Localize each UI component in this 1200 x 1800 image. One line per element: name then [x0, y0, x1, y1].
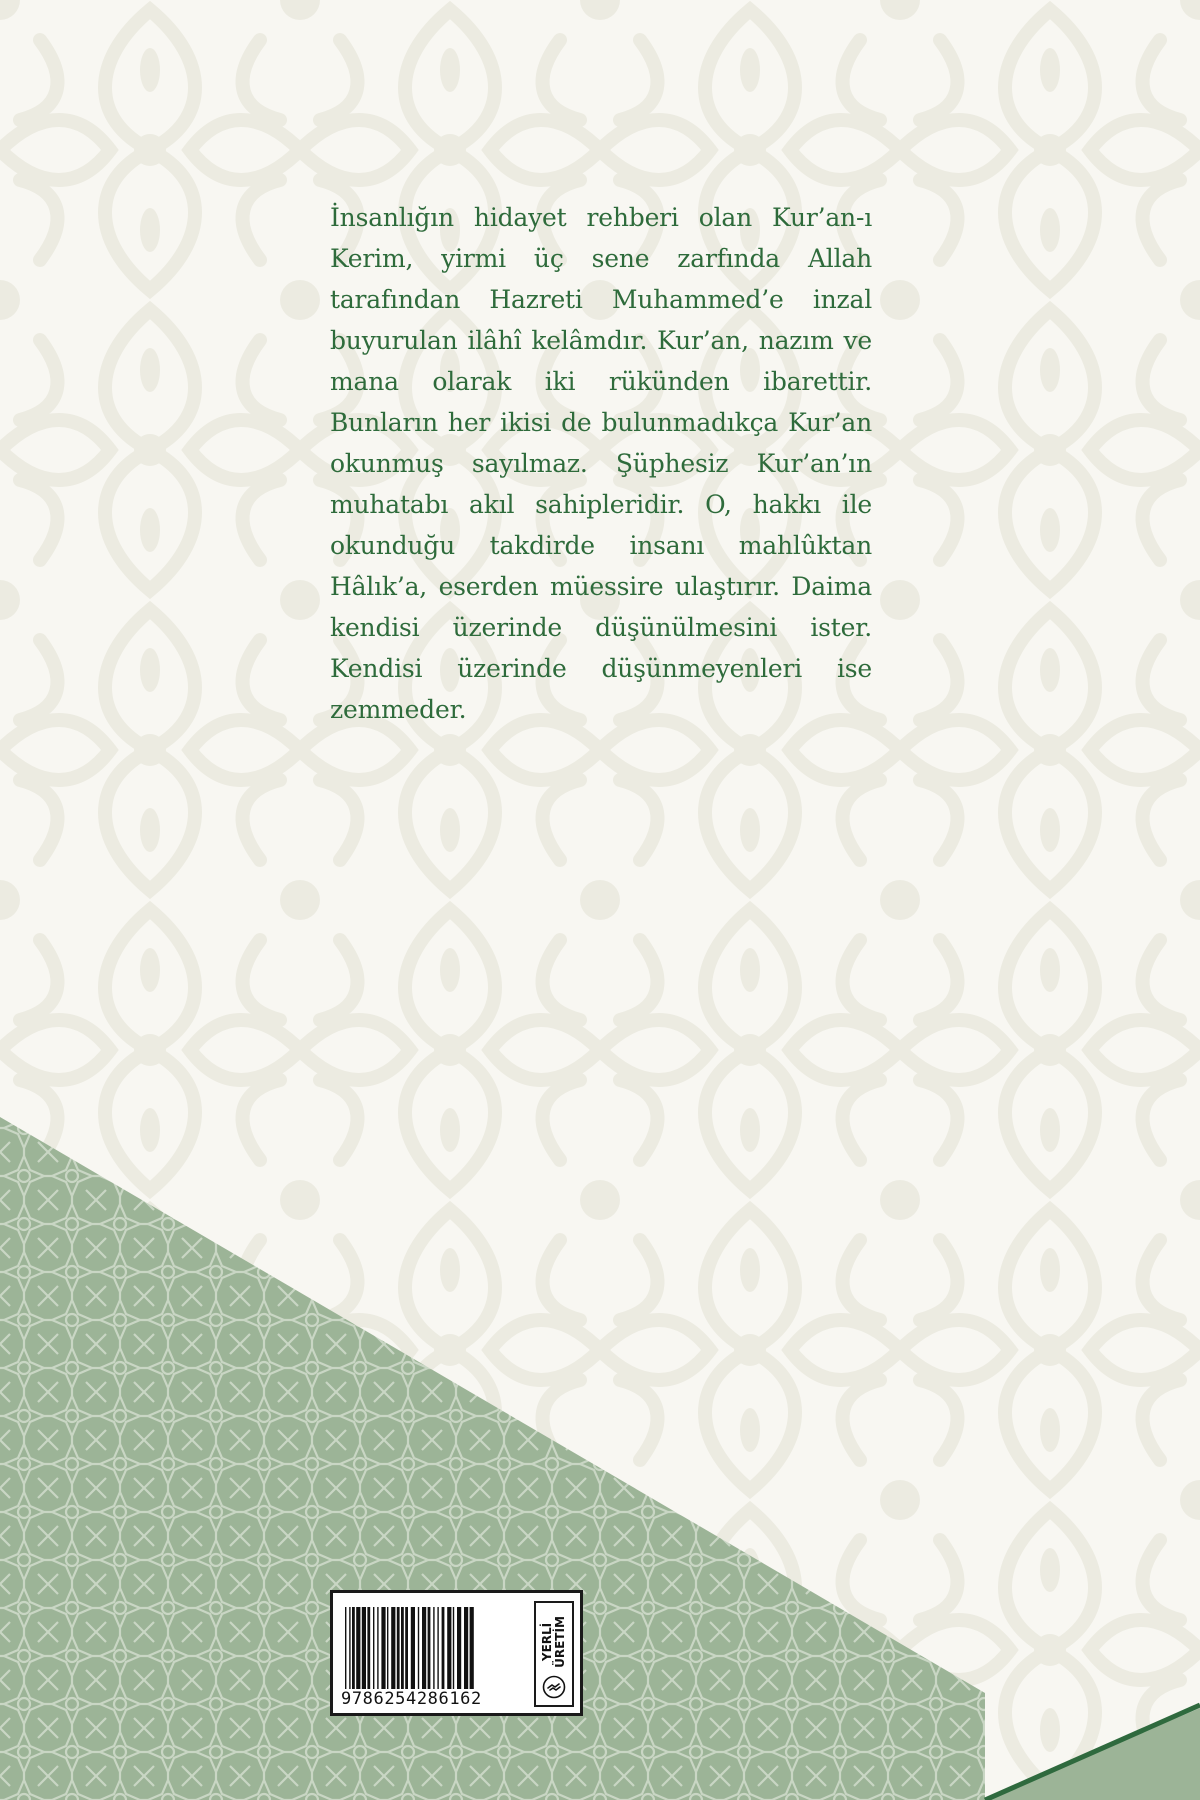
- barcode-bar: [387, 1607, 388, 1689]
- barcode-bar: [433, 1607, 434, 1689]
- barcode-bar: [362, 1607, 366, 1689]
- barcode-bar: [442, 1607, 445, 1689]
- barcode-bar: [397, 1607, 400, 1689]
- barcode-bar: [345, 1607, 346, 1689]
- barcode-bar: [401, 1607, 404, 1689]
- barcode-bar: [422, 1607, 426, 1689]
- yerli-uretim-text: [541, 1616, 567, 1668]
- back-cover-blurb: İnsanlığın hidayet rehberi olan Kur’an-ı Kerim, yirmi üç sene zarfında Allah tarafından Hazreti Muhammed’e inzal buyurulan ilâhî kelâmdır. Kur’an, nazım ve mana olarak iki rükünden ibarettir. Bunların her ikisi de bulunmadıkça Kur’an okunmuş sayılmaz. Şüphesiz Kur’an’ın muhatabı akıl sahipleridir. O, hakkı ile okunduğu takdirde insanı mahlûktan Hâlık’a, eserden müessire ulaştırır. Daima kendisi üzerinde düşünülmesini ister. Kendisi üzerinde düşünmeyenleri ise zemmeder.: [330, 203, 872, 724]
- barcode-bars: [343, 1607, 523, 1689]
- badge-line-1: YERLİ: [540, 1622, 554, 1661]
- barcode-bar: [418, 1607, 419, 1689]
- barcode-bar: [411, 1607, 415, 1689]
- barcode-bar: [367, 1607, 370, 1689]
- yerli-uretim-badge: [534, 1601, 574, 1707]
- barcode-bar: [391, 1607, 395, 1689]
- barcode-bar: [437, 1607, 438, 1689]
- badge-line-2: ÜRETİM: [553, 1615, 567, 1668]
- barcode-bar: [349, 1607, 350, 1689]
- barcode-bar: [352, 1607, 355, 1689]
- barcode-bar: [405, 1607, 408, 1689]
- barcode-bar: [381, 1607, 385, 1689]
- handshake-icon: [542, 1675, 566, 1699]
- barcode-label: [330, 1590, 583, 1716]
- barcode-bar: [356, 1607, 360, 1689]
- barcode-bar: [428, 1607, 431, 1689]
- barcode-bar: [373, 1607, 374, 1689]
- barcode-bar: [464, 1607, 468, 1689]
- isbn-number: 9786254286162: [341, 1689, 482, 1709]
- barcode-bar: [453, 1607, 454, 1689]
- barcode-bar: [457, 1607, 461, 1689]
- barcode-bar: [447, 1607, 451, 1689]
- barcode-bar: [377, 1607, 378, 1689]
- barcode-bar: [470, 1607, 474, 1689]
